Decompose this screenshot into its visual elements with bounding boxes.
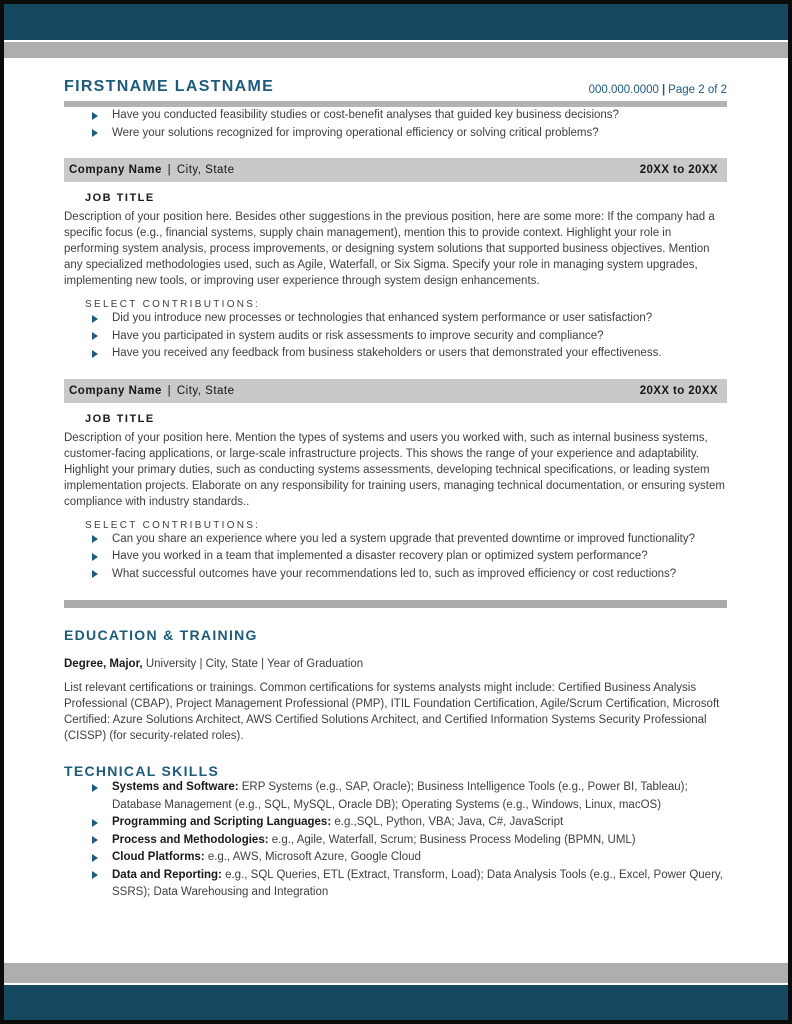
list-item: [64, 814, 727, 832]
bullet-text: Have you conducted feasibility studies or cost-benefit analyses that guided key business decisions?: [112, 109, 619, 121]
degree-line: [64, 658, 727, 670]
bullet-text: [112, 779, 727, 814]
company-bar: [64, 158, 727, 182]
bullet-text: Did you introduce new processes or technologies that enhanced system performance or user satisfaction?: [112, 312, 653, 324]
employment-dates: 20XX to 20XX: [639, 384, 718, 397]
list-item: [64, 328, 727, 346]
skill-category: Data and Reporting:: [112, 868, 222, 881]
bullet-text: Were your solutions recognized for improving operational efficiency or solving critical problems?: [112, 126, 599, 139]
contributions-label: SELECT CONTRIBUTIONS:: [85, 299, 261, 310]
list-item: [64, 531, 727, 549]
company-location: City, State: [176, 384, 235, 397]
arrow-bullet-icon: [92, 112, 98, 120]
skill-detail: e.g., Agile, Waterfall, Scrum; Business Process Modeling (BPMN, UML): [271, 833, 636, 846]
list-item: [64, 548, 727, 566]
arrow-bullet-icon: [92, 871, 98, 879]
list-item: [64, 107, 727, 125]
skill-category: Cloud Platforms:: [112, 851, 205, 863]
arrow-bullet-icon: [92, 332, 98, 340]
job-description: Description of your position here. Mention the types of systems and users you worked with, such as internal business systems, customer-facing applications, or large-scale infrastructure projects. This shows the range of your experience and adaptability. Highlight your primary duties, such as conducting systems assessments, developing technical specifications, or leading system implementation projects. Elaborate on any responsibility for training users, managing technical documentation, or ensuring system compliance with industry standards..: [64, 431, 725, 508]
bullet-text: [112, 814, 563, 832]
skill-detail: e.g., SQL Queries, ETL (Extract, Transform, Load); Data Analysis Tools (e.g., Excel, Power Query, SSRS); Data Warehousing and Integration: [112, 868, 723, 898]
bullet-text: [112, 832, 636, 850]
list-item: [64, 566, 727, 584]
list-item: [64, 849, 727, 867]
degree-details: University | City, State | Year of Graduation: [145, 658, 364, 670]
bottom-teal-band: [4, 985, 788, 1020]
header-contact: [589, 84, 727, 96]
education-heading: EDUCATION & TRAINING: [64, 627, 258, 643]
page-content: [4, 58, 788, 963]
bullet-text: Have you participated in system audits or risk assessments to improve security and compliance?: [112, 329, 604, 342]
arrow-bullet-icon: [92, 784, 98, 792]
arrow-bullet-icon: [92, 535, 98, 543]
phone-number: 000.000.0000: [588, 84, 659, 96]
company-location: City, State: [176, 164, 235, 176]
page-title: FIRSTNAME LASTNAME: [64, 78, 275, 95]
bullet-text: Can you share an experience where you led a system upgrade that prevented downtime or improved functionality?: [112, 532, 696, 545]
bullet-text: [112, 867, 727, 902]
arrow-bullet-icon: [92, 836, 98, 844]
contributions-label: SELECT CONTRIBUTIONS:: [85, 519, 261, 531]
skill-category: Programming and Scripting Languages:: [112, 816, 332, 828]
list-item: [64, 310, 727, 328]
arrow-bullet-icon: [92, 350, 98, 358]
top-teal-band: [4, 4, 788, 40]
skills-list: [64, 779, 727, 902]
skill-detail: e.g., AWS, Microsoft Azure, Google Cloud: [207, 851, 421, 863]
skill-detail: e.g.,SQL, Python, VBA; Java, C#, JavaScript: [334, 816, 564, 828]
section-divider: [64, 600, 727, 608]
job-title: JOB TITLE: [85, 412, 155, 425]
degree-major: Degree, Major,: [64, 658, 143, 670]
arrow-bullet-icon: [92, 315, 98, 323]
company-bar: [64, 379, 727, 403]
technical-skills-heading: TECHNICAL SKILLS: [64, 763, 220, 779]
list-item: [64, 779, 727, 814]
top-gray-strip: [4, 42, 788, 58]
job-title: JOB TITLE: [85, 192, 155, 204]
bullet-text: Have you received any feedback from business stakeholders or users that demonstrated your effectiveness.: [112, 347, 662, 359]
bullet-text: What successful outcomes have your recommendations led to, such as improved efficiency or cost reductions?: [112, 567, 677, 580]
education-paragraph: List relevant certifications or trainings. Common certifications for systems analysts might include: Certified Business Analysis Professional (CBAP), Project Management Professional (PMP), ITIL Foundation Certification, Agile/Scrum Certification, Microsoft Certified: Azure Solutions Architect, AWS Certified Solutions Architect, and Certified Information Systems Security Professional (CISSP) (for security-related roles).: [64, 682, 720, 742]
skill-detail: ERP Systems (e.g., SAP, Oracle); Business Intelligence Tools (e.g., Power BI, Tableau); Database Management (e.g., SQL, MySQL, Oracle DB); Operating Systems (e.g., Windows, Linux, macOS): [112, 781, 688, 811]
company-name: Company Name: [69, 164, 162, 176]
arrow-bullet-icon: [92, 553, 98, 561]
employment-dates: 20XX to 20XX: [639, 164, 718, 176]
list-item: [64, 345, 727, 363]
company-separator: |: [167, 384, 172, 397]
skill-category: Systems and Software:: [112, 781, 239, 793]
arrow-bullet-icon: [92, 819, 98, 827]
skill-category: Process and Methodologies:: [112, 833, 269, 846]
arrow-bullet-icon: [92, 570, 98, 578]
arrow-bullet-icon: [92, 854, 98, 862]
bullet-text: Have you worked in a team that implemented a disaster recovery plan or optimized system performance?: [112, 550, 648, 562]
company-separator: |: [167, 164, 172, 176]
company-name: Company Name: [69, 384, 162, 397]
list-item: [64, 125, 727, 143]
contributions-list: [64, 531, 727, 584]
header-separator: |: [661, 84, 666, 96]
job-description: Description of your position here. Besides other suggestions in the previous position, here are some more: If the company had a specific focus (e.g., financial systems, supply chain management), mention this to provide context. Highlight your role in performing system analysis, process improvements, or designing system solutions that supported business objectives. Mention any specialized methodologies used, such as Agile, Waterfall, or Six Sigma. Specify your role in managing system upgrades, implementing new tools, or improving user experience through system design enhancements.: [64, 211, 715, 287]
page-header: [64, 78, 727, 96]
list-item: [64, 832, 727, 850]
contributions-list: [64, 310, 727, 363]
bottom-gray-strip: [4, 963, 788, 983]
arrow-bullet-icon: [92, 129, 98, 137]
bullet-text: [112, 849, 421, 867]
company-info: [69, 385, 235, 397]
page-indicator: Page 2 of 2: [668, 84, 727, 96]
intro-question-list: [64, 107, 727, 142]
list-item: [64, 867, 727, 902]
company-info: [69, 164, 235, 176]
